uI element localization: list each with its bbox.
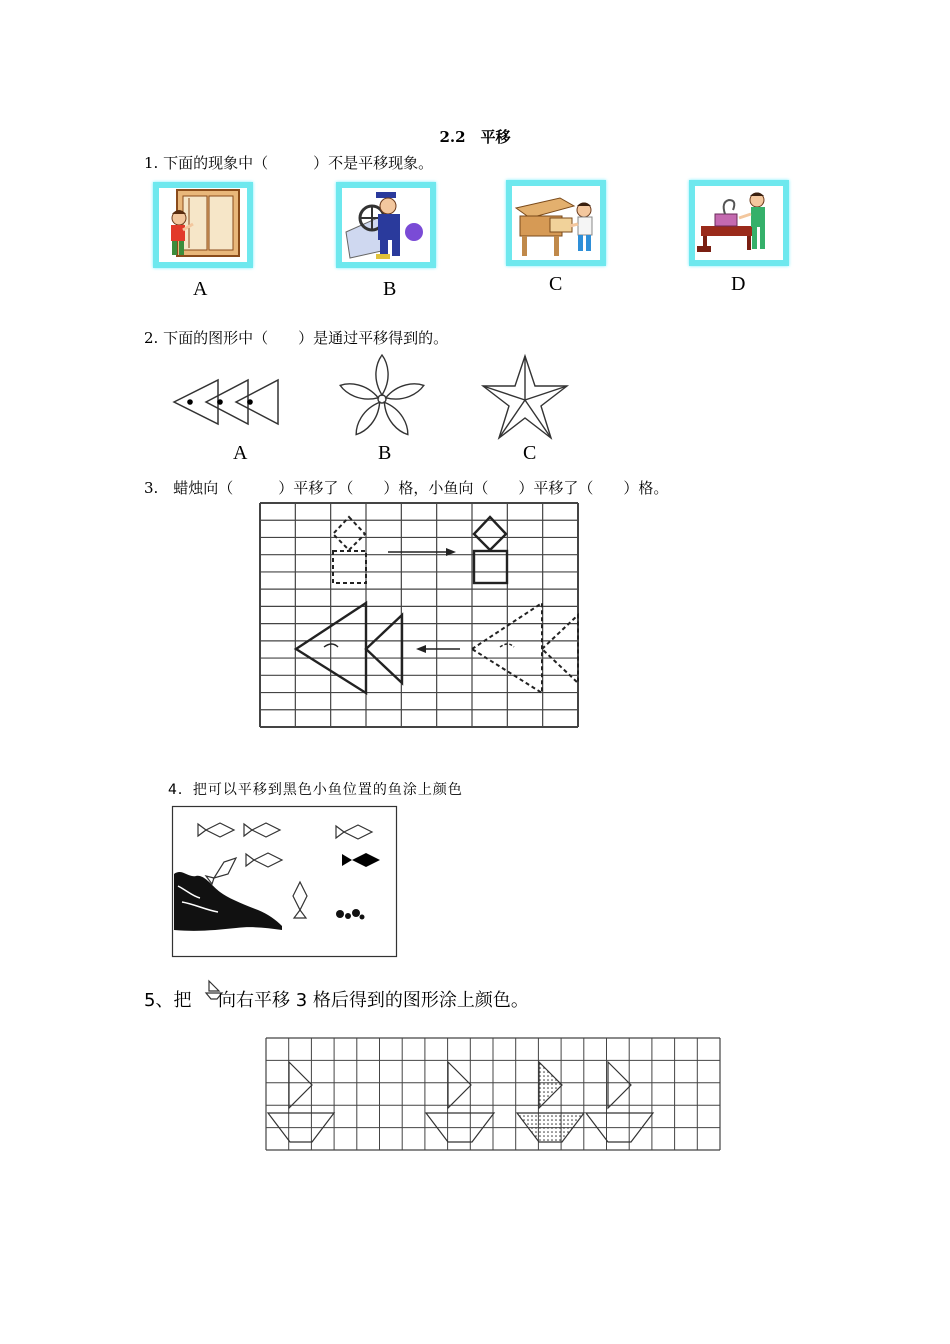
sailboat-1 [268, 1062, 334, 1142]
fish-scene [172, 806, 398, 958]
option-a-label: A [193, 278, 208, 300]
picture-b-turning-wheel [336, 182, 436, 268]
sailboat-2 [426, 1062, 494, 1142]
sailboat-4 [586, 1062, 653, 1142]
question-1: 1. 下面的现象中（ ）不是平移现象。 [144, 154, 434, 172]
picture-d-using-sharpener [689, 180, 789, 266]
picture-a-pushing-window [153, 182, 253, 268]
option-c-label: C [549, 273, 563, 295]
figure-b-label: B [378, 442, 392, 464]
grid-5 [266, 1038, 722, 1152]
figure-b-flower [336, 353, 428, 439]
window-push-illustration [159, 188, 247, 262]
sharpener-illustration [695, 186, 783, 260]
option-d-label: D [731, 273, 746, 295]
option-b-label: B [383, 278, 397, 300]
grid-3 [260, 503, 580, 729]
figure-c-star [480, 354, 570, 440]
question-3: 3. 蜡烛向（ ）平移了（ ）格，小鱼向（ ）平移了（ ）格。 [144, 479, 669, 497]
picture-c-pulling-drawer [506, 180, 606, 266]
sailboat-3-shaded [517, 1062, 584, 1142]
page-title: 2.2 平移 [439, 128, 511, 146]
question-5-prefix: 5、把 [144, 990, 192, 1011]
figure-a-label: A [233, 442, 248, 464]
drawer-pull-illustration [512, 186, 600, 260]
question-4: 4．把可以平移到黑色小鱼位置的鱼涂上颜色 [168, 782, 463, 798]
figure-c-label: C [523, 442, 537, 464]
wheel-turning-illustration [342, 188, 430, 262]
question-2: 2. 下面的图形中（ ）是通过平移得到的。 [144, 329, 449, 347]
question-5-suffix: 向右平移 3 格后得到的图形涂上颜色。 [218, 990, 529, 1011]
figure-a-repeated-triangles [170, 376, 282, 428]
